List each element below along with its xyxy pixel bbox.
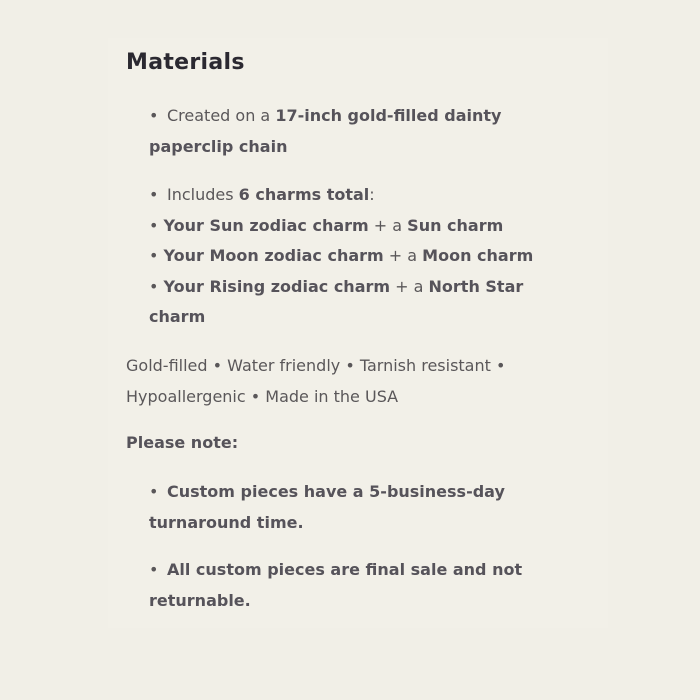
charm-bold-text: charm xyxy=(149,307,206,326)
note-item xyxy=(149,477,569,538)
charm-text: + a xyxy=(383,246,423,265)
charm-line-moon xyxy=(149,241,569,272)
charm-bold-text: Sun charm xyxy=(407,215,504,235)
note-bold-text: turnaround time. xyxy=(149,512,304,532)
charm-line-rising xyxy=(149,272,569,303)
material-text: Includes xyxy=(167,185,239,204)
material-bold-text: paperclip chain xyxy=(149,136,288,156)
charm-bold-text: Your Rising zodiac charm xyxy=(163,276,391,296)
material-bold-text: 6 charms total xyxy=(238,185,370,204)
bullet-icon: • xyxy=(149,560,159,579)
features-text: Gold-filled • Water friendly • Tarnish resistant • xyxy=(126,356,506,375)
material-item-charms xyxy=(149,180,569,333)
charm-line-sun xyxy=(149,211,569,242)
note-bold-text: returnable. xyxy=(149,590,251,610)
note-item-line xyxy=(149,586,569,617)
bullet-icon: • xyxy=(149,482,159,501)
section-title: Materials xyxy=(126,50,245,75)
charm-text: + a xyxy=(368,215,408,235)
note-item-line xyxy=(149,555,569,586)
features-line xyxy=(126,351,576,412)
charm-bold-text: North Star xyxy=(428,276,524,296)
material-text: : xyxy=(369,185,375,204)
material-bold-text: 17-inch gold-filled dainty xyxy=(275,106,502,125)
material-item-line xyxy=(149,101,569,132)
note-bold-text: Custom pieces have a 5-business-day xyxy=(167,482,505,501)
bullet-icon: • xyxy=(149,276,159,296)
charm-line-rising-cont xyxy=(149,302,569,333)
note-item-line xyxy=(149,477,569,508)
bullet-icon: • xyxy=(149,215,159,235)
charm-bold-text: Your Sun zodiac charm xyxy=(163,215,369,235)
note-item xyxy=(149,555,569,616)
features-text: Hypoallergenic • Made in the USA xyxy=(126,386,399,406)
charm-text: + a xyxy=(390,276,429,296)
note-bold-text: All custom pieces are final sale and not xyxy=(167,560,523,579)
note-label-text: Please note: xyxy=(126,433,239,452)
note-label xyxy=(126,428,576,459)
charm-bold-text: Moon charm xyxy=(422,246,534,265)
material-item-line xyxy=(149,132,569,163)
note-item-line xyxy=(149,508,569,539)
bullet-icon: • xyxy=(149,185,159,204)
material-item-line xyxy=(149,180,569,211)
charm-bold-text: Your Moon zodiac charm xyxy=(163,246,384,265)
bullet-icon: • xyxy=(149,106,159,125)
bullet-icon: • xyxy=(149,246,159,265)
material-item-chain xyxy=(149,101,569,162)
material-text: Created on a xyxy=(167,106,276,125)
